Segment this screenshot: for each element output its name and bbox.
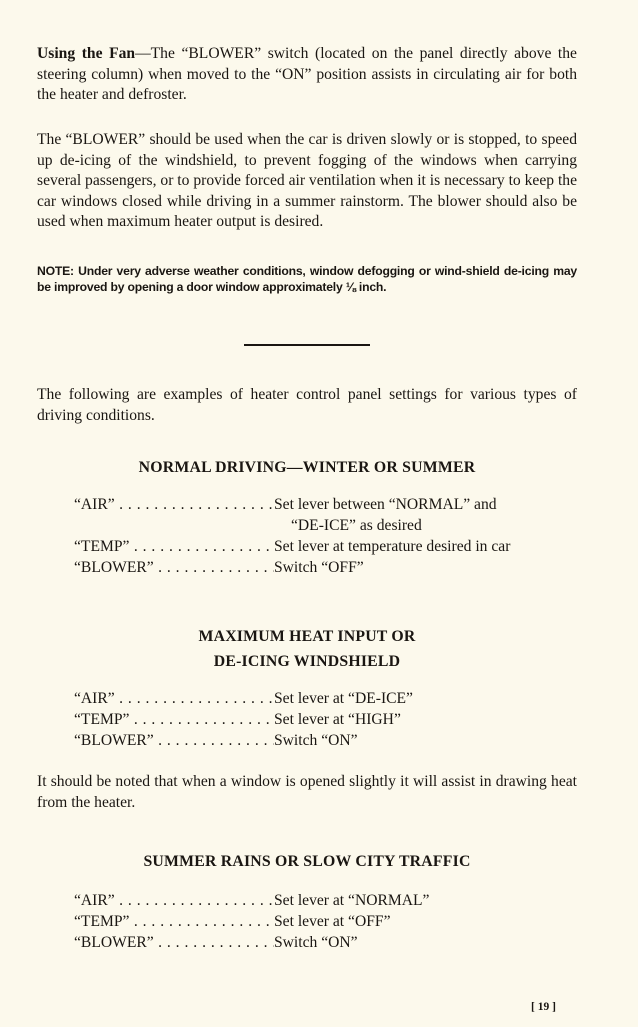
control-label: “BLOWER” . . . — [74, 730, 274, 751]
section-heading-maximum-heat-line1: MAXIMUM HEAT INPUT OR — [198, 628, 416, 645]
setting-value-line1: Set lever between “NORMAL” and — [274, 496, 497, 513]
blower-usage-paragraph: The “BLOWER” should be used when the car is driven slowly or is stopped, to speed up de-icing of the windshield, to prevent fogging of the windows when carrying several passengers, or to provide forced air ventilation when it is necessary to keep the car windows closed while driving in a summer rainstorm. The blower should also be used when maximum heater output is desired. — [37, 131, 577, 230]
setting-value-line2: “DE-ICE” as desired — [291, 517, 422, 534]
note-paragraph: NOTE: Under very adverse weather conditions, window defogging or wind-shield de-icing may be improved by opening a door window approximately ⅛ inch. — [37, 264, 577, 294]
settings-list-maximum-heat — [74, 688, 584, 751]
setting-row-temp — [74, 709, 584, 730]
section-lead-title: Using the Fan — [37, 45, 136, 62]
control-label: “BLOWER” . . . — [74, 557, 274, 578]
setting-value: Set lever at “NORMAL” — [274, 892, 430, 909]
setting-row-blower — [74, 557, 584, 578]
setting-row-temp — [74, 536, 584, 557]
setting-value: Switch “ON” — [274, 732, 358, 749]
control-label: “AIR” . . . — [74, 890, 274, 911]
setting-value: Set lever at “DE-ICE” — [274, 690, 413, 707]
window-note-paragraph: It should be noted that when a window is opened slightly it will assist in drawing heat from the heater. — [37, 773, 577, 811]
control-label: “TEMP” . . . — [74, 709, 274, 730]
control-label: “AIR” . . . — [74, 688, 274, 709]
page-number: [ 19 ] — [531, 1001, 556, 1013]
setting-row-temp — [74, 911, 584, 932]
setting-row-blower — [74, 730, 584, 751]
setting-value — [274, 494, 584, 536]
using-the-fan-paragraph — [37, 44, 577, 106]
setting-value: Set lever at “OFF” — [274, 913, 391, 930]
setting-row-blower — [74, 932, 584, 953]
setting-value: Set lever at “HIGH” — [274, 711, 401, 728]
settings-list-normal-driving — [74, 494, 584, 578]
setting-row-air — [74, 688, 584, 709]
using-the-fan-text: —The “BLOWER” switch (located on the panel directly above the steering column) when moved to the “ON” position assists in circulating air for both the heater and defroster. — [37, 45, 577, 103]
setting-value: Switch “OFF” — [274, 559, 364, 576]
control-label: “TEMP” . . . — [74, 536, 274, 557]
section-heading-summer-rains: SUMMER RAINS OR SLOW CITY TRAFFIC — [143, 853, 471, 870]
setting-value: Set lever at temperature desired in car — [274, 538, 511, 555]
settings-list-summer-rains — [74, 890, 584, 953]
section-heading-maximum-heat-line2: DE-ICING WINDSHIELD — [213, 653, 401, 670]
control-label: “TEMP” . . . — [74, 911, 274, 932]
setting-value: Switch “ON” — [274, 934, 358, 951]
examples-intro-paragraph: The following are examples of heater control panel settings for various types of driving conditions. — [37, 386, 577, 424]
setting-row-air — [74, 494, 584, 536]
control-label: “BLOWER” . . . — [74, 932, 274, 953]
setting-row-air — [74, 890, 584, 911]
control-label: “AIR” . . . — [74, 494, 274, 536]
section-divider — [244, 344, 370, 346]
section-heading-normal-driving: NORMAL DRIVING—WINTER OR SUMMER — [138, 459, 476, 476]
